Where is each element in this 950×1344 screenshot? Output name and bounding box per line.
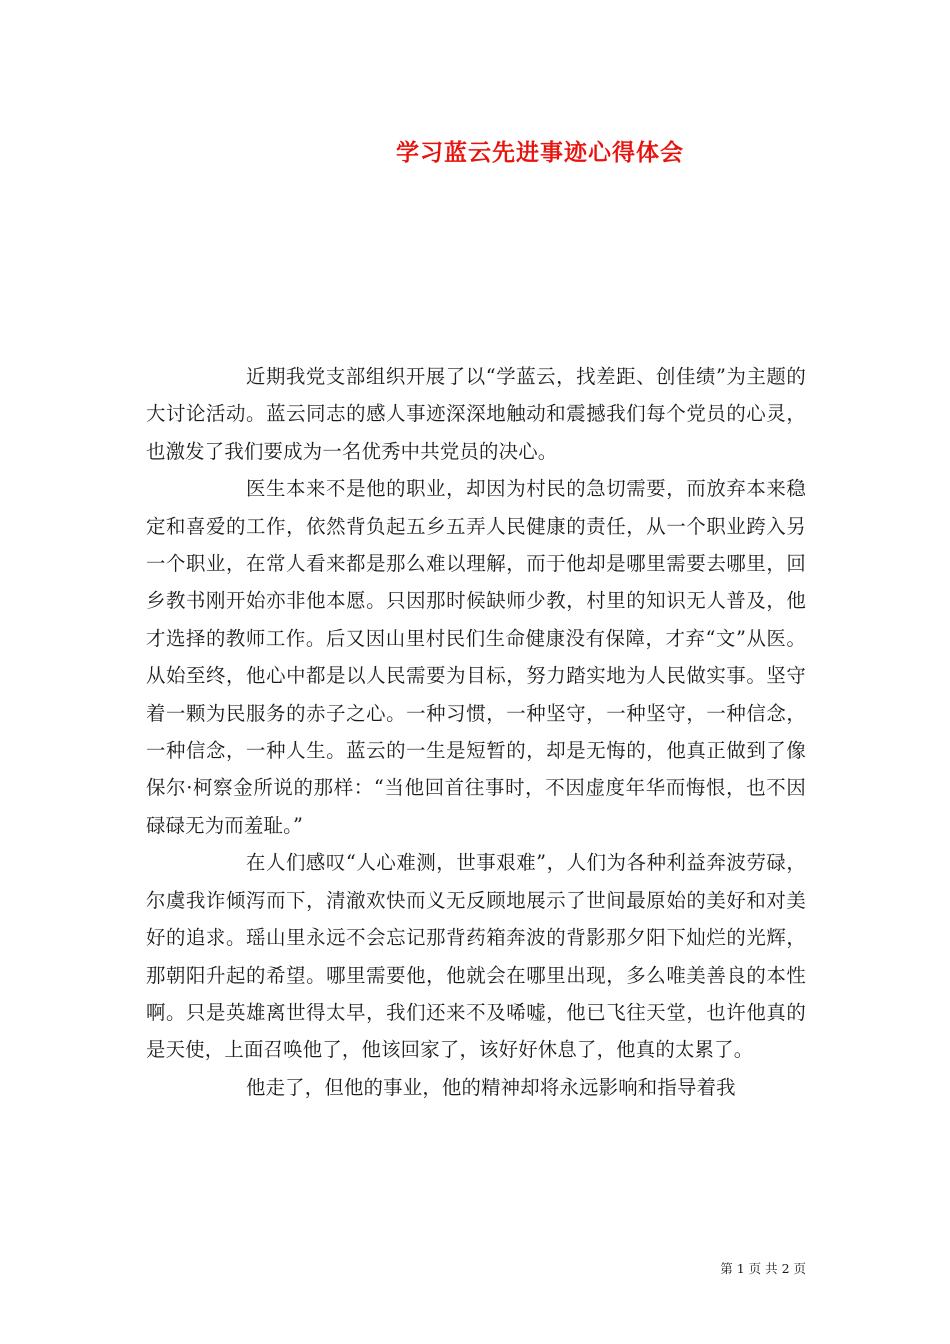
document-body (146, 358, 806, 1106)
paragraph-legacy: 他走了，但他的事业，他的精神却将永远影响和指导着我 (246, 1075, 736, 1099)
page-title: 学习蓝云先进事迹心得体会 (396, 139, 684, 166)
paragraph-sigh: 在人们感叹“人心难测，世事艰难”，人们为各种利益奔波劳碌，尔虞我诈倾泻而下，清澈欢快而义无反顾地展示了世间最原始的美好和对美好的追求。瑶山里永远不会忘记那背药箱奔波的背影那夕阳下灿烂的光辉，那朝阳升起的希望。哪里需要他，他就会在哪里出现，多么唯美善良的本性啊。只是英雄离世得太早，我们还来不及唏嘘，他已飞往天堂，也许他真的是天使，上面召唤他了，他该回家了，该好好休息了，他真的太累了。 (146, 851, 806, 1062)
paragraph-doctor: 医生本来不是他的职业，却因为村民的急切需要，而放弃本来稳定和喜爱的工作，依然背负起五乡五弄人民健康的责任，从一个职业跨入另一个职业，在常人看来都是那么难以理解，而于他却是哪里需要去哪里，回乡教书刚开始亦非他本愿。只因那时候缺师少教，村里的知识无人普及，他才选择的教师工作。后又因山里村民们生命健康没有保障，才弃“文”从医。从始至终，他心中都是以人民需要为目标，努力踏实地为人民做实事。坚守着一颗为民服务的赤子之心。一种习惯，一种坚守，一种坚守，一种信念，一种信念，一种人生。蓝云的一生是短暂的，却是无悔的，他真正做到了像保尔·柯察金所说的那样：“当他回首往事时，不因虚度年华而悔恨，也不因碌碌无为而羞耻。” (146, 477, 806, 837)
paragraph-intro: 近期我党支部组织开展了以“学蓝云，找差距、创佳绩”为主题的大讨论活动。蓝云同志的感人事迹深深地触动和震撼我们每个党员的心灵，也激发了我们要成为一名优秀中共党员的决心。 (146, 365, 806, 463)
page-number: 第 1 页 共 2 页 (720, 1261, 806, 1276)
